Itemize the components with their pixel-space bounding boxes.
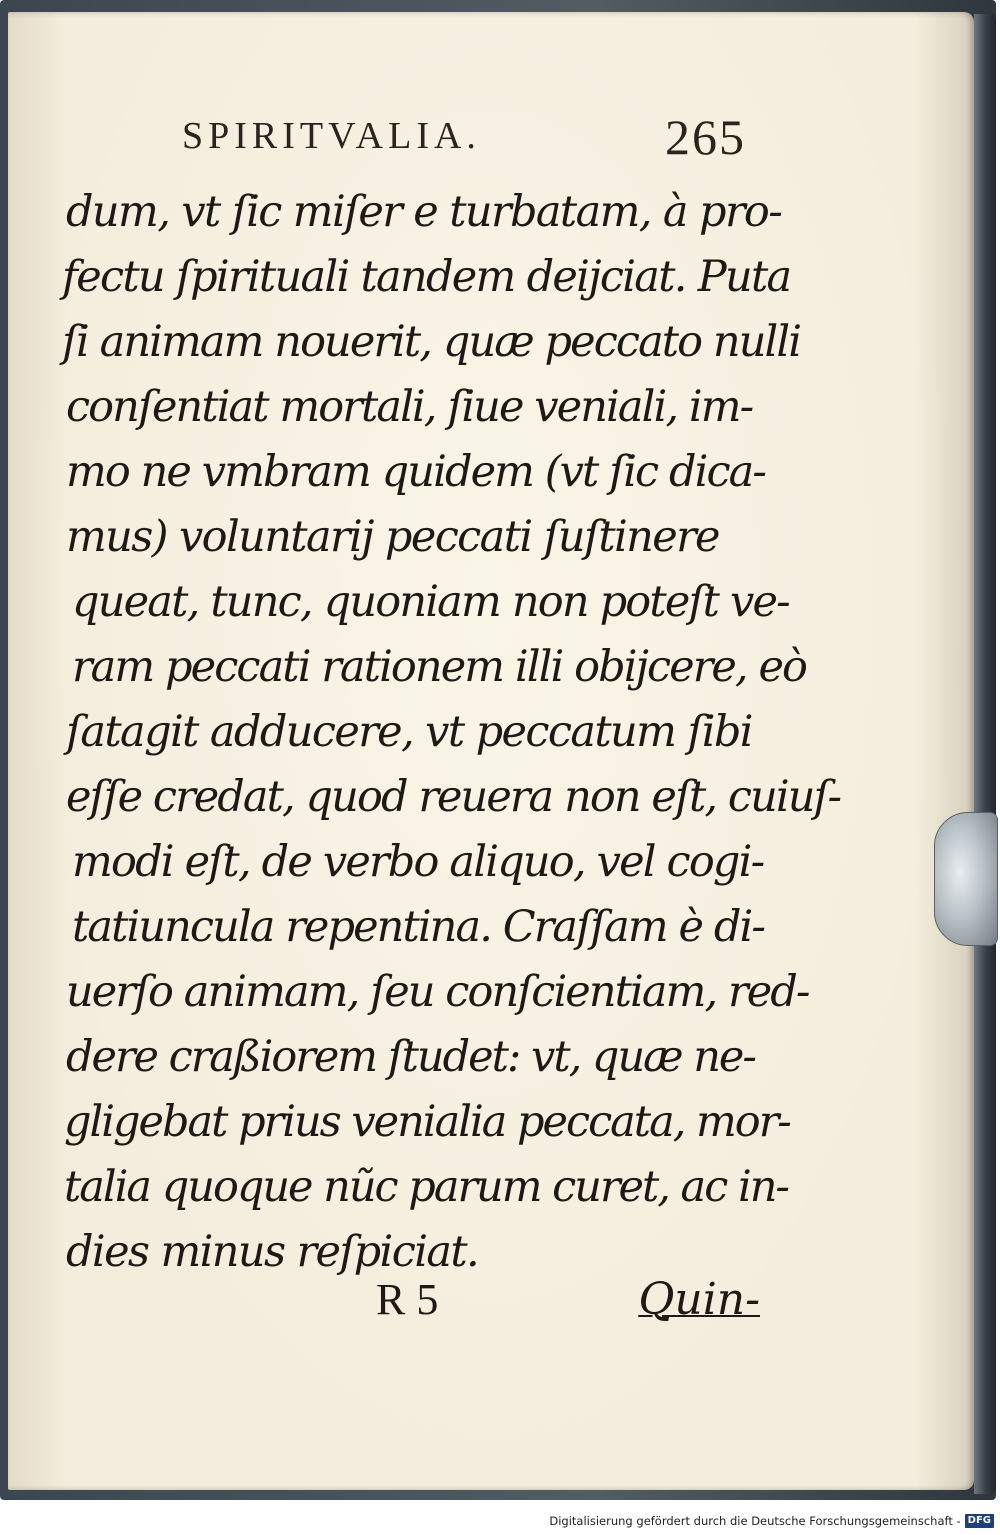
text-line: tatiuncula repentina. Craſſam è di- (72, 902, 764, 952)
dfg-logo-icon: DFG (965, 1514, 994, 1528)
running-title: SPIRITVALIA. (182, 115, 481, 157)
text-line: eſſe credat, quod reuera non eſt, cuiuſ- (66, 772, 841, 822)
clasp-icon (934, 812, 998, 946)
text-line: dere craßiorem ſtudet: vt, quæ ne- (66, 1032, 755, 1082)
text-line: conſentiat mortali, ſiue veniali, im- (66, 382, 753, 432)
digitization-credit (549, 1507, 994, 1535)
signature-line (376, 1274, 766, 1334)
book-fore-edge (974, 14, 996, 1494)
credit-text: Digitalisierung gefördert durch die Deutsche Forschungsgemeinschaft - (549, 1514, 961, 1528)
text-line: uerſo animam, ſeu conſcientiam, red- (66, 967, 809, 1017)
text-line: modi eſt, de verbo aliquo, vel cogi- (72, 837, 764, 887)
running-head (182, 108, 752, 168)
text-line: talia quoque nũc parum curet, ac in- (64, 1162, 788, 1212)
text-line: ram peccati rationem illi obijcere, eò (72, 642, 806, 692)
text-line: ſatagit adducere, vt peccatum ſibi (66, 707, 752, 757)
text-line: mo ne vmbram quidem (vt ſic dica- (66, 447, 766, 497)
signature-mark: R 5 (376, 1275, 439, 1324)
text-line: dies minus reſpiciat. (66, 1227, 479, 1277)
text-line: mus) voluntarij peccati ſuſtinere (66, 512, 719, 562)
text-line: queat, tunc, quoniam non poteſt ve- (72, 577, 789, 627)
catchword: Quin- (638, 1274, 760, 1325)
text-line: dum, vt ſic miſer e turbatam, à pro- (66, 187, 782, 237)
text-line: gligebat prius venialia peccata, mor- (64, 1097, 790, 1147)
body-text (60, 180, 841, 1285)
page-number: 265 (665, 109, 746, 165)
text-line: fectu ſpirituali tandem deijciat. Puta (62, 252, 791, 302)
text-line: ſi animam nouerit, quæ peccato nulli (62, 317, 801, 367)
